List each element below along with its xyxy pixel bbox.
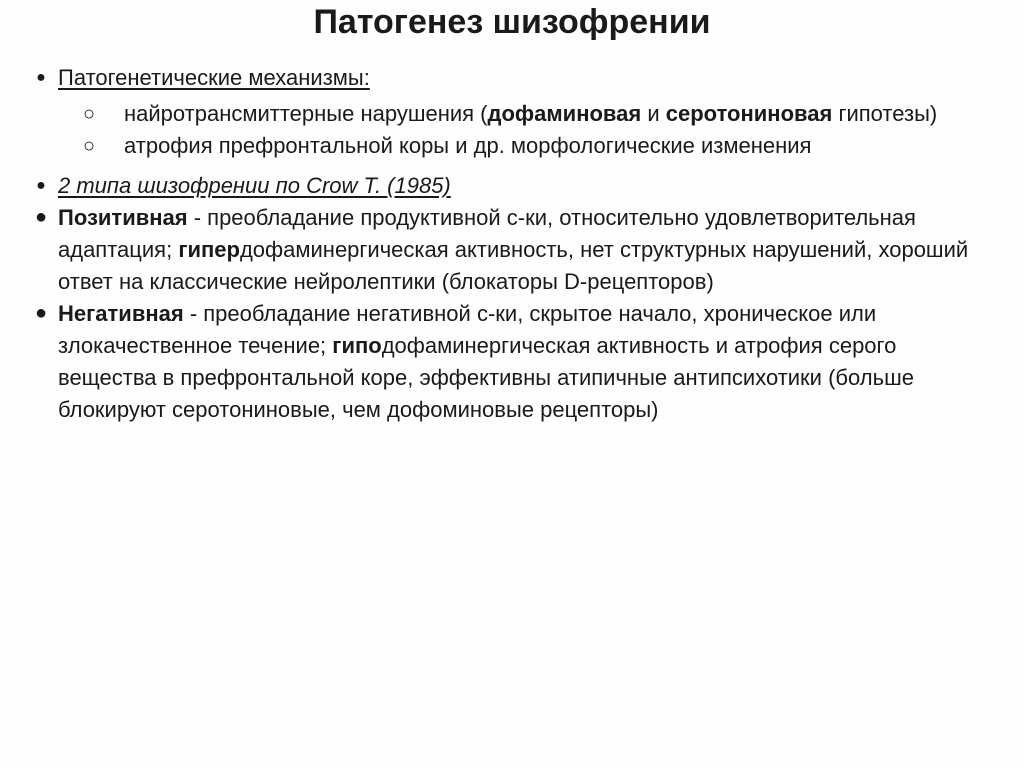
slide-title: Патогенез шизофрении bbox=[313, 3, 711, 41]
list-item-negative bbox=[30, 298, 1000, 426]
list-item-mechanisms bbox=[30, 62, 1000, 94]
list-item-types bbox=[30, 170, 1000, 202]
types-heading: 2 типа шизофрении по Crow T. (1985) bbox=[58, 173, 451, 198]
sub-item-atrophy bbox=[30, 130, 1000, 162]
negative-label: Негативная bbox=[58, 301, 184, 326]
filled-circle-bullet-icon: ● bbox=[34, 206, 48, 228]
sub-item-neurotransmitter bbox=[30, 98, 1000, 130]
positive-bold-prefix: гипер bbox=[178, 237, 240, 262]
sub1-pre: найротрансмиттерные нарушения ( bbox=[124, 101, 488, 126]
sub1-mid: и bbox=[641, 101, 666, 126]
positive-text2: дофаминергическая активность, нет структурных нарушений, хороший ответ на классические нейролептики (блокаторы D-рецепторов) bbox=[58, 237, 969, 294]
negative-bold-prefix: гипо bbox=[332, 333, 382, 358]
small-filled-circle-bullet-icon: ● bbox=[36, 69, 46, 86]
hollow-circle-bullet-icon: ○ bbox=[83, 103, 96, 125]
positive-label: Позитивная bbox=[58, 205, 188, 230]
negative-text2: дофаминергическая активность и атрофия серого вещества в префронтальной коре, эффективны атипичные антипсихотики (больше блокируют серотониновые, чем дофоминовые рецепторы) bbox=[58, 333, 914, 422]
filled-circle-bullet-icon: ● bbox=[34, 302, 48, 324]
sub1-bold-serotonin: серотониновая bbox=[665, 101, 833, 126]
small-filled-circle-bullet-icon: ● bbox=[36, 177, 46, 194]
sub2-text: атрофия префронтальной коры и др. морфологические изменения bbox=[124, 133, 812, 158]
sub1-bold-dopamine: дофаминовая bbox=[487, 101, 642, 126]
positive-text1: - преобладание продуктивной с-ки, относительно удовлетворительная адаптация; bbox=[58, 205, 916, 262]
mechanisms-heading: Патогенетические механизмы: bbox=[58, 65, 370, 90]
list-item-positive bbox=[30, 202, 1000, 298]
negative-text1: - преобладание негативной с-ки, скрытое начало, хроническое или злокачественное течение; bbox=[58, 301, 877, 358]
sub1-post: гипотезы) bbox=[832, 101, 938, 126]
slide-content bbox=[30, 62, 1000, 426]
hollow-circle-bullet-icon: ○ bbox=[83, 135, 96, 157]
